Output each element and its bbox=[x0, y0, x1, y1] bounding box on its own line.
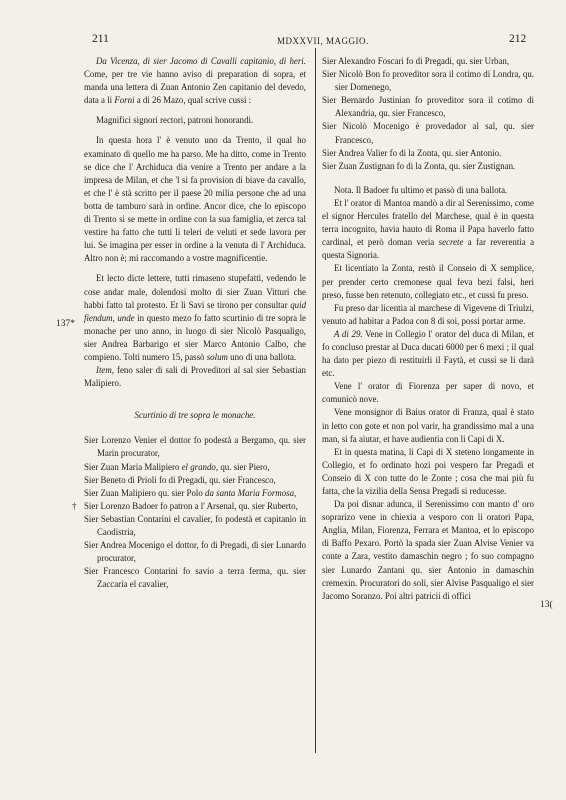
paragraph-vesporo: Da poi disnar adunca, il Serenissimo con manto d' oro soprarizo vene in chiexia a vesporo con li oratori Papa, Anglia, Milan, Fiorenza, Ferrara et Mantoa, et lo episcopo di Baffo Pexaro. Portò la spada sier Zuan Alvise Venier va conte a Zara, vestito damaschin negro ; fo suo compagno sier Lunardo Zantani qu. sier Antonio in damaschin cremexin. Procuratori do soli, sier Alvise Pasqualigo el sier Jacomo Soranzo. Poi altri patricii di offici bbox=[322, 499, 534, 601]
left-page-number: 211 bbox=[92, 33, 109, 45]
list-item: Sier Lorenzo Venier el dottor fo podestà a Bergamo, qu. sier Marin procurator, bbox=[84, 435, 306, 459]
right-page-number: 212 bbox=[509, 33, 527, 45]
right-column bbox=[322, 55, 534, 603]
margin-number-left: 137* bbox=[56, 319, 75, 329]
dagger-mark: † bbox=[72, 500, 77, 511]
list-item: † Sier Lorenzo Badoer fo patron a l' Arsenal, qu. sier Ruberto, bbox=[84, 500, 306, 513]
paragraph-item: Item, feno saler di sali di Proveditori al sal sier Sebastian Malipiero. bbox=[84, 365, 306, 389]
date-heading: A di 29. bbox=[334, 328, 363, 339]
paragraph-vicenza: Da Vicenza, di sier Jacomo di Cavalli capitanio, di heri. Come, per tre vie hanno aviso di preparation di sopra, et manda una lettera di Zuan Antonio Zen capitanio del devedo, data a li Forni a di 26 Mazo, qual scrive cussi : bbox=[84, 56, 306, 106]
list-item: Sier Alexandro Foscari fo di Pregadi, qu. sier Urban, bbox=[322, 56, 510, 66]
left-column bbox=[72, 55, 307, 591]
margin-number-right: 13( bbox=[540, 600, 553, 610]
list-item: Sier Zuan Maria Malipiero el grando, qu. sier Piero, bbox=[84, 461, 270, 472]
list-item: Sier Zuan Malipiero qu. sier Polo da santa Maria Formosa, bbox=[84, 487, 297, 498]
salutation: Magnifici signori rectori, patroni honorandi. bbox=[96, 115, 254, 126]
column-divider bbox=[315, 48, 316, 753]
paragraph-capi: Et in questa matina, li Capi di X steteno longamente in Collegio, et fo ordinato hozi poi vespero far Pregadi et Conseio di X con tutte do le Zonte ; cosa che mai più fu fatta, che la vizilia della Sensa Pregadi si reducesse. bbox=[322, 446, 534, 496]
list-item: Sier Beneto di Prioli fo di Pregadi, qu. sier Francesco, bbox=[84, 474, 276, 485]
paragraph-mantoa: Et l' orator di Mantoa mandò a dir al Serenissimo, come el signor Hercules fratello del Marchese, qual è in questa terra incognito, havia hauto di Roma il Papa haverlo fatto cardinal, et però doman veria secrete a far reverentia a questa Signoria. bbox=[322, 197, 535, 261]
list-item: Sier Nicolò Bon fo proveditor sora il cotimo di Londra, qu. sier Domenego, bbox=[322, 69, 534, 93]
list-item: Sier Zuan Zustignan fo di la Zonta, qu. sier Zustignan. bbox=[322, 160, 516, 171]
paragraph-date-29: A di 29. Vene in Collegio l' orator del duca di Milan, et fo concluso prestar al Duca ducati 6000 per 6 mexi ; il qual ha dato per piezo di restituirli il Faytà, et cussi se li darà etc. bbox=[322, 328, 534, 379]
paragraph-zonta: Et licentiato la Zonta, restò il Conseio di X semplice, per prender certo cremonese qual feva bezi falsi, heri preso, fusse ben retenuto, collegiato etc., et cussi fu preso. bbox=[322, 263, 534, 300]
scrutinio-title: Scurtinio di tre sopra le monache. bbox=[134, 410, 256, 421]
running-title: MDXXVII, MAGGIO. bbox=[277, 36, 369, 46]
letter-body: In questa hora l' è venuto uno da Trento, il qual ho examinato di quello me ha parso. Me ha ditto, come in Trento se dice che l' Archiduca dia venire a Trento per andare a la impresa de Milan, et che 'l si fa provision di biave da cavallo, et che l' è stà scritto per il paese 20 milia persone che ad una botta de tamburo sarà in ordine. Ancor dice, che lo episcopo di Trento si se mette in ordine con la sua famiglia, et zerca tal vestire ha fatto che tutti li teleri de veluti et sede lavora per lui. Se imagina per esser in ordine a la venuta di l' Archiduca. Altro non è; mi raccomando a vostre magnificentie. bbox=[84, 135, 306, 264]
paragraph-licentia: Fu preso dar licentia al marchese di Vigevene di Triulzi, venuto ad habitar a Padoa con 8 di soi, possi portar arme. bbox=[322, 302, 534, 326]
paragraph-fiorenza: Vene l' orator di Fiorenza per saper di novo, et comunicò nove. bbox=[322, 381, 534, 405]
list-item: Sier Nicolò Mocenigo è provedador al sal, qu. sier Francesco, bbox=[322, 121, 534, 145]
paragraph-scrutinio-intro: Et lecto dicte lettere, tutti rimaseno stupefatti, vedendo le cose andar male, dolendosi molto di sier Zuan Vitturi che habbi fatto tal protesto. Et li Savi se tirono per consultar quid fiendum, unde in questo mezo fo fatto scurtinio di tre sopra le monache per uno anno, in luogo di sier Nicolò Pasqualigo, sier Andrea Barbarigo et sier Marco Antonio Calbo, che compieno. Tolti numero 15, passò solum uno di una ballota. bbox=[84, 273, 307, 362]
list-item: Sier Andrea Mocenigo el dottor, fo di Pregadi, di sier Lunardo procurator, bbox=[84, 540, 306, 564]
list-item: Sier Andrea Valier fo di la Zonta, qu. sier Antonio. bbox=[322, 147, 502, 158]
list-item: Sier Francesco Contarini fo savio a terra ferma, qu. sier Zaccaria el cavalier, bbox=[84, 566, 306, 590]
letter-heading: Da Vicenza, di sier Jacomo di Cavalli capitanio, di heri. bbox=[96, 56, 306, 66]
paragraph-franza: Vene monsignor di Baius orator di Franza, qual è stato in letto con gote et non pol varir, ha grandissimo mal a una man, si fa aiutar, et have audientia con li Capi di X. bbox=[322, 407, 534, 444]
list-item: Sier Sebastian Contarini el cavalier, fo podestà et capitanio in Caodistria, bbox=[84, 513, 306, 537]
paragraph-nota: Nota. Il Badoer fu ultimo et passò di una ballota. bbox=[334, 184, 508, 195]
list-item: Sier Bernardo Justinian fo proveditor sora il cotimo di Alexandria, qu. sier Francesco, bbox=[322, 95, 534, 119]
